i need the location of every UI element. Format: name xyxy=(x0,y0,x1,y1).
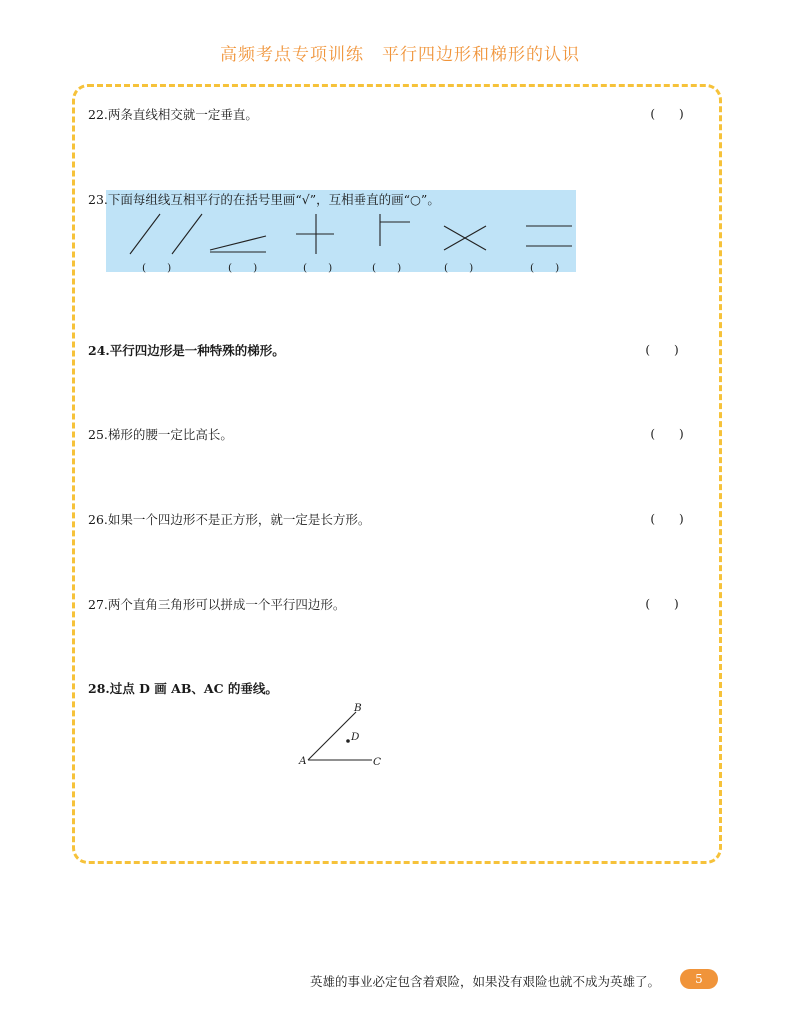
answer-blank-24[interactable]: ( ) xyxy=(645,343,679,357)
answer-blank-27[interactable]: ( ) xyxy=(645,597,679,611)
segment-ab xyxy=(308,712,356,760)
answer-blank-23-2[interactable]: ( ) xyxy=(228,262,258,274)
question-28: 28.过点 D 画 AB、AC 的垂线。 xyxy=(88,681,278,696)
triangle-figure xyxy=(292,698,392,778)
answer-blank-26[interactable]: ( ) xyxy=(650,512,684,526)
question-22: 22.两条直线相交就一定垂直。 xyxy=(88,107,258,122)
label-d: D xyxy=(351,731,360,743)
label-b: B xyxy=(354,702,362,714)
question-27: 27.两个直角三角形可以拼成一个平行四边形。 xyxy=(88,597,346,612)
question-25: 25.梯形的腰一定比高长。 xyxy=(88,427,233,442)
answer-blank-23-3[interactable]: ( ) xyxy=(303,262,333,274)
label-a: A xyxy=(299,755,307,767)
question-23: 23.下面每组线互相平行的在括号里画“√”，互相垂直的画“○”。 xyxy=(88,192,440,207)
footer-quote: 英雄的事业必定包含着艰险，如果没有艰险也就不成为英雄了。 xyxy=(309,974,660,989)
pair1-line-a xyxy=(130,214,160,254)
page-title: 高频考点专项训练 平行四边形和梯形的认识 xyxy=(220,45,580,65)
answer-blank-23-5[interactable]: ( ) xyxy=(444,262,474,274)
label-c: C xyxy=(373,756,382,768)
pair2-line-a xyxy=(210,236,266,250)
point-d xyxy=(346,739,350,743)
page-number-badge: 5 xyxy=(680,969,718,989)
answer-blank-23-4[interactable]: ( ) xyxy=(372,262,402,274)
pair1-line-b xyxy=(172,214,202,254)
answer-blank-25[interactable]: ( ) xyxy=(650,427,684,441)
answer-blank-23-1[interactable]: ( ) xyxy=(142,262,172,274)
question-24: 24.平行四边形是一种特殊的梯形。 xyxy=(88,343,285,358)
question-26: 26.如果一个四边形不是正方形，就一定是长方形。 xyxy=(88,512,371,527)
line-pairs-figure xyxy=(106,190,576,272)
answer-blank-22[interactable]: ( ) xyxy=(650,107,684,121)
answer-blank-23-6[interactable]: ( ) xyxy=(530,262,560,274)
